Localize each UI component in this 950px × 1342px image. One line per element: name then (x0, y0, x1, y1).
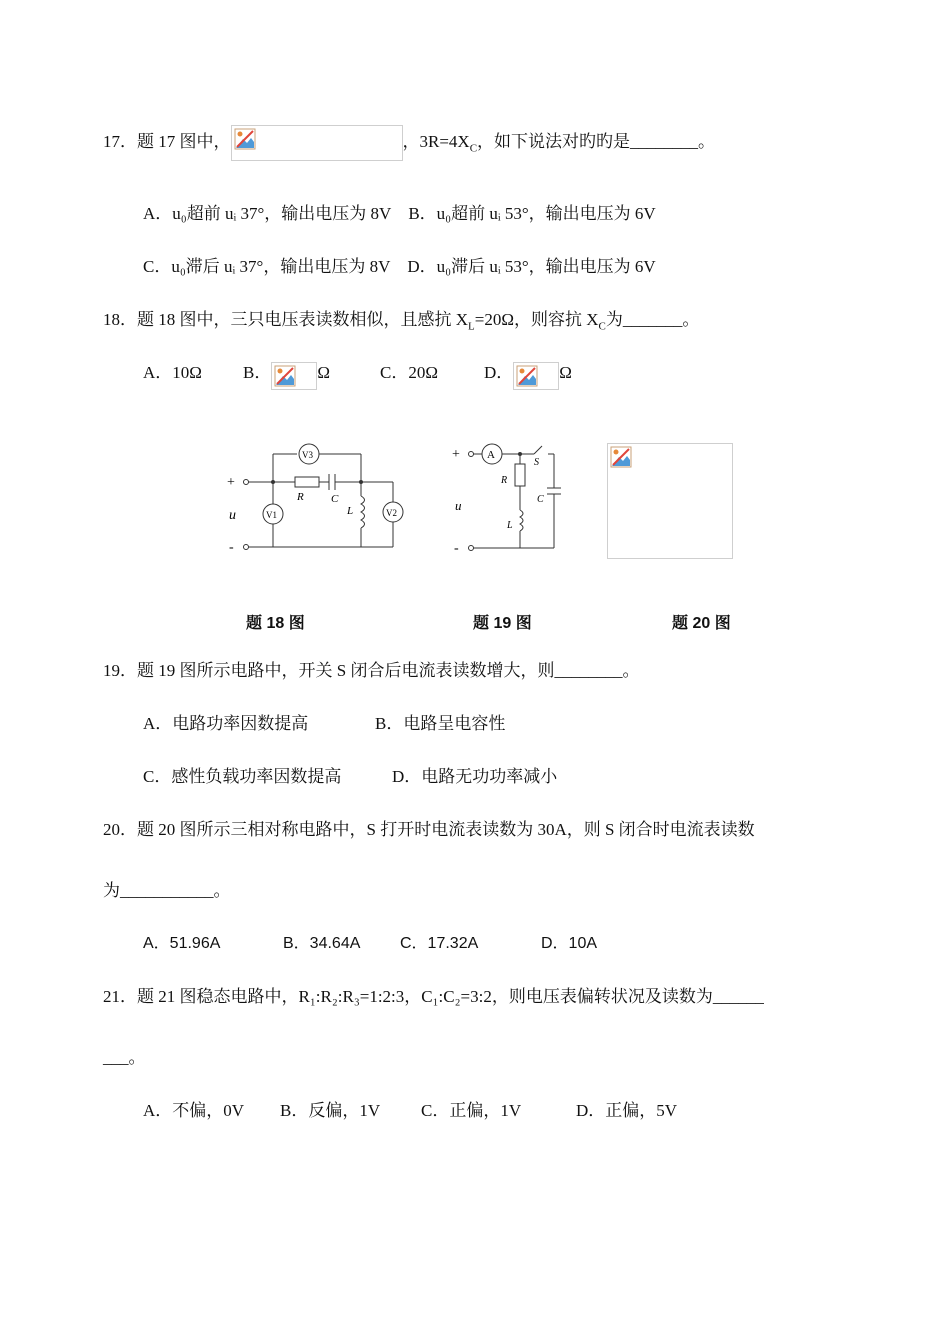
fig19-minus: - (454, 541, 459, 556)
q21-stem-line1: 21．题 21 图稳态电路中，R₁:R₂:R₃=1:2:3，C₁:C₂=3:2，则电压表偏转状况及读数为______ (103, 987, 764, 1006)
fig19-l: L (507, 520, 513, 531)
q20-option-a: A．51.96A (143, 935, 221, 952)
fig18-u: u (229, 508, 236, 523)
fig20-image (607, 443, 733, 559)
q21-option-d: D．正偏，5V (576, 1101, 678, 1120)
q18-option-d: D． Ω (484, 362, 572, 390)
fig19-a: A (487, 449, 495, 461)
q17-options-row1 (143, 203, 656, 225)
q19-option-d: D．电路无功功率减小 (392, 767, 558, 786)
q17-stem: 17．题 17 图中， ，$3R=4X_C$，如下说法对旳旳是________。 (103, 125, 715, 161)
fig19-circuit (452, 440, 582, 560)
fig18-l: L (347, 505, 354, 517)
q20-option-b: B．34.64A (283, 935, 361, 952)
fig19-s: S (534, 457, 539, 468)
fig18-c: C (331, 493, 339, 505)
q20-option-d: D．10A (541, 935, 598, 952)
q18-option-b: B． Ω (243, 362, 330, 390)
fig18-plus: + (227, 475, 235, 490)
fig18-v3: V3 (302, 450, 313, 460)
q18-option-a: A．10Ω (143, 363, 202, 382)
q19-option-c: C．感性负载功率因数提高 (143, 767, 342, 786)
q17-option-c: C．u₀滞后 uᵢ 37°，输出电压为 8V (143, 257, 391, 276)
fig18-v2: V2 (386, 508, 397, 518)
fig18-caption: 题 18 图 (246, 615, 305, 632)
fig19-caption: 题 19 图 (473, 615, 532, 632)
q17-option-b: B．u₀超前 uᵢ 53°，输出电压为 6V (408, 204, 656, 223)
q21-option-a: A．不偏，0V (143, 1101, 245, 1120)
q21-stem-line2: ___。 (103, 1048, 146, 1067)
q21-option-b: B．反偏，1V (280, 1101, 381, 1120)
broken-image-icon (234, 128, 256, 150)
q17-options-row2 (143, 256, 656, 278)
q18-option-d-image (513, 362, 559, 390)
q18-option-c: C．20Ω (379, 363, 438, 382)
q18-stem: 18．题 18 图中，三只电压表读数相似，且感抗 $X_L=20\Omega$，则容抗 $X_C$为_______。 (103, 310, 700, 333)
fig20-caption: 题 20 图 (672, 615, 731, 632)
broken-image-icon (516, 365, 538, 387)
q19-stem: 19．题 19 图所示电路中，开关 S 闭合后电流表读数增大，则________。 (103, 661, 640, 680)
q17-option-d: D．u₀滞后 uᵢ 53°，输出电压为 6V (407, 257, 656, 276)
fig19-c: C (537, 494, 544, 505)
fig18-v1: V1 (266, 510, 277, 520)
q21-options (143, 1100, 677, 1122)
q17-option-a: A．u₀超前 uᵢ 37°，输出电压为 8V (143, 204, 392, 223)
q19-option-a: A．电路功率因数提高 (143, 714, 309, 733)
q19-options-row2 (143, 766, 557, 788)
fig19-plus: + (452, 447, 460, 462)
q18-option-b-image (271, 362, 317, 390)
q20-options (143, 933, 597, 955)
q18-options (143, 362, 572, 402)
q17-formula-image (231, 125, 403, 161)
broken-image-icon (274, 365, 296, 387)
broken-image-icon (610, 446, 632, 468)
fig18-minus: - (229, 540, 234, 555)
q20-stem-line1: 20．题 20 图所示三相对称电路中，S 打开时电流表读数为 30A，则 S 闭合时电流表读数 (103, 820, 755, 839)
fig18-circuit (225, 440, 415, 560)
q21-option-c: C．正偏，1V (421, 1101, 522, 1120)
fig19-r: R (501, 475, 508, 486)
fig18-r: R (297, 491, 304, 503)
fig19-u: u (455, 498, 462, 513)
q20-option-c: C．17.32A (400, 935, 479, 952)
q20-stem-line2: 为___________。 (103, 881, 231, 900)
q19-options-row1 (143, 713, 505, 735)
q19-option-b: B．电路呈电容性 (375, 714, 506, 733)
